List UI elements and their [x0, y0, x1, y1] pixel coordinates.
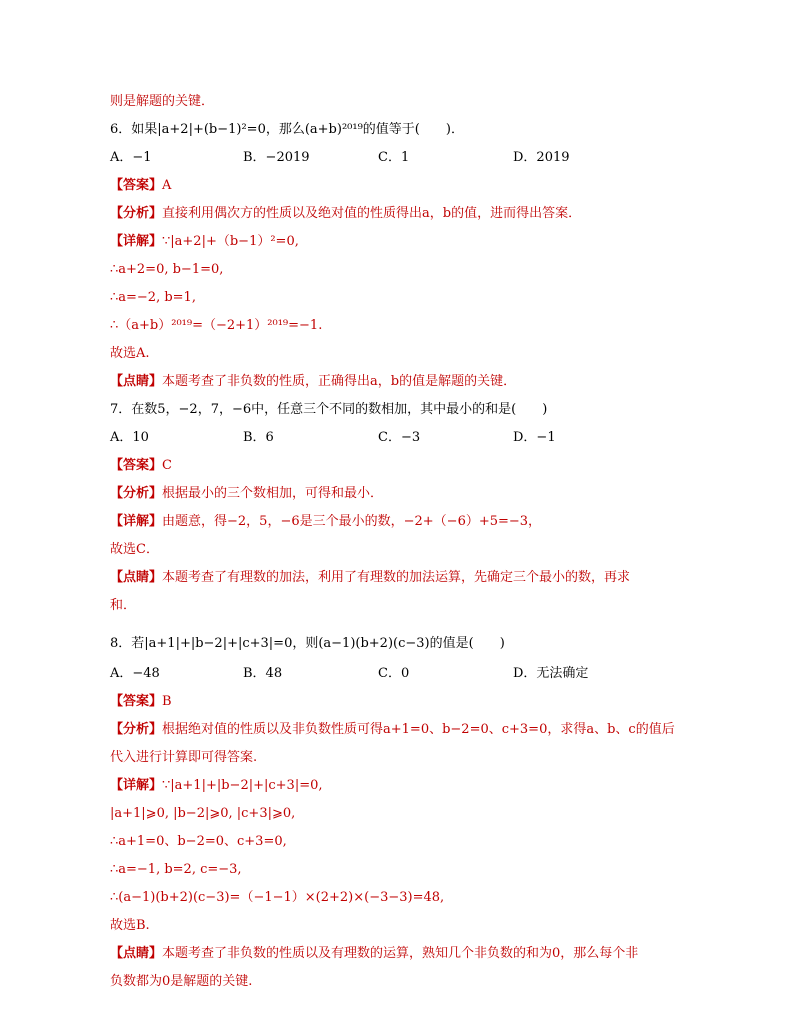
- tagged-line: [110, 204, 702, 224]
- section-text: 直接利用偶次方的性质以及绝对值的性质得出a，b的值，进而得出答案．: [162, 206, 582, 221]
- section-tag: 【答案】: [110, 458, 163, 473]
- section-text: 由题意，得−2，5，−6是三个最小的数，−2+（−6）+5=−3，: [162, 514, 542, 529]
- solution-line: 负数都为0是解题的关键.: [110, 974, 253, 989]
- section-tag: 【分析】: [110, 206, 163, 221]
- solution-line: 故选A.: [110, 346, 150, 361]
- solution-line: ∴a+2=0, b−1=0,: [110, 262, 224, 277]
- solution-line: ∴a+1=0、b−2=0、c+3=0,: [110, 834, 287, 849]
- answer-option: D．2019: [513, 150, 570, 165]
- solution-line: ∴（a+b）²⁰¹⁹=（−2+1）²⁰¹⁹=−1.: [110, 318, 323, 333]
- section-text: 本题考查了非负数的性质，正确得出a，b的值是解题的关键．: [162, 374, 517, 389]
- tagged-line: [110, 484, 702, 504]
- solution-line: 和．: [110, 598, 137, 613]
- solution-line: |a+1|⩾0, |b−2|⩾0, |c+3|⩾0,: [110, 806, 296, 821]
- answer-options: [110, 664, 702, 684]
- solution-line: ∴a=−1, b=2, c=−3,: [110, 862, 242, 877]
- section-text: C: [162, 458, 172, 473]
- answer-option: B．6: [243, 430, 274, 445]
- section-text: B: [162, 694, 172, 709]
- section-text: 本题考查了有理数的加法，利用了有理数的加法运算，先确定三个最小的数，再求: [162, 570, 631, 585]
- answer-option: B．48: [243, 666, 283, 681]
- section-text: ∵|a+1|+|b−2|+|c+3|=0,: [162, 778, 323, 793]
- section-tag: 【分析】: [110, 722, 163, 737]
- section-tag: 【点睛】: [110, 374, 163, 389]
- question-line: 6．如果|a+2|+(b−1)²=0，那么(a+b)²⁰¹⁹的值等于( )．: [110, 122, 464, 137]
- answer-option: C．0: [378, 666, 410, 681]
- section-tag: 【答案】: [110, 178, 163, 193]
- answer-options: [110, 428, 702, 448]
- solution-line: ∴a=−2, b=1,: [110, 290, 196, 305]
- section-tag: 【点睛】: [110, 570, 163, 585]
- question-line: 8．若|a+1|+|b−2|+|c+3|=0，则(a−1)(b+2)(c−3)的值是( ): [110, 636, 505, 651]
- tagged-line: [110, 232, 702, 252]
- tagged-line: [110, 720, 702, 740]
- section-tag: 【答案】: [110, 694, 163, 709]
- section-text: 本题考查了非负数的性质以及有理数的运算，熟知几个非负数的和为0，那么每个非: [162, 946, 639, 961]
- section-tag: 【分析】: [110, 486, 163, 501]
- section-text: A: [162, 178, 172, 193]
- answer-option: D．−1: [513, 430, 556, 445]
- answer-option: A．10: [110, 430, 149, 445]
- tagged-line: [110, 692, 702, 712]
- section-tag: 【点睛】: [110, 946, 163, 961]
- tagged-line: [110, 176, 702, 196]
- answer-option: C．−3: [378, 430, 421, 445]
- section-text: 根据绝对值的性质以及非负数性质可得a+1=0、b−2=0、c+3=0，求得a、b、c的值后: [162, 722, 675, 737]
- tagged-line: [110, 456, 702, 476]
- answer-option: C．1: [378, 150, 410, 165]
- answer-option: A．−48: [110, 666, 160, 681]
- answer-option: B．−2019: [243, 150, 310, 165]
- tagged-line: [110, 372, 702, 392]
- question-line: 7．在数5，−2，7，−6中，任意三个不同的数相加，其中最小的和是( ): [110, 402, 548, 417]
- tagged-line: [110, 512, 702, 532]
- solution-line: ∴(a−1)(b+2)(c−3)=（−1−1）×(2+2)×(−3−3)=48,: [110, 890, 445, 905]
- answer-options: [110, 148, 702, 168]
- section-tag: 【详解】: [110, 234, 163, 249]
- tagged-line: [110, 776, 702, 796]
- answer-option: D．无法确定: [513, 666, 589, 681]
- tagged-line: [110, 944, 702, 964]
- section-tag: 【详解】: [110, 778, 163, 793]
- section-tag: 【详解】: [110, 514, 163, 529]
- section-text: 根据最小的三个数相加，可得和最小．: [162, 486, 384, 501]
- solution-line: 故选B.: [110, 918, 150, 933]
- section-text: ∵|a+2|+（b−1）²=0,: [162, 234, 299, 249]
- answer-option: A．−1: [110, 150, 152, 165]
- solution-line: 代入进行计算即可得答案.: [110, 750, 258, 765]
- solution-line: 则是解题的关键．: [110, 94, 215, 109]
- tagged-line: [110, 568, 702, 588]
- solution-line: 故选C．: [110, 542, 159, 557]
